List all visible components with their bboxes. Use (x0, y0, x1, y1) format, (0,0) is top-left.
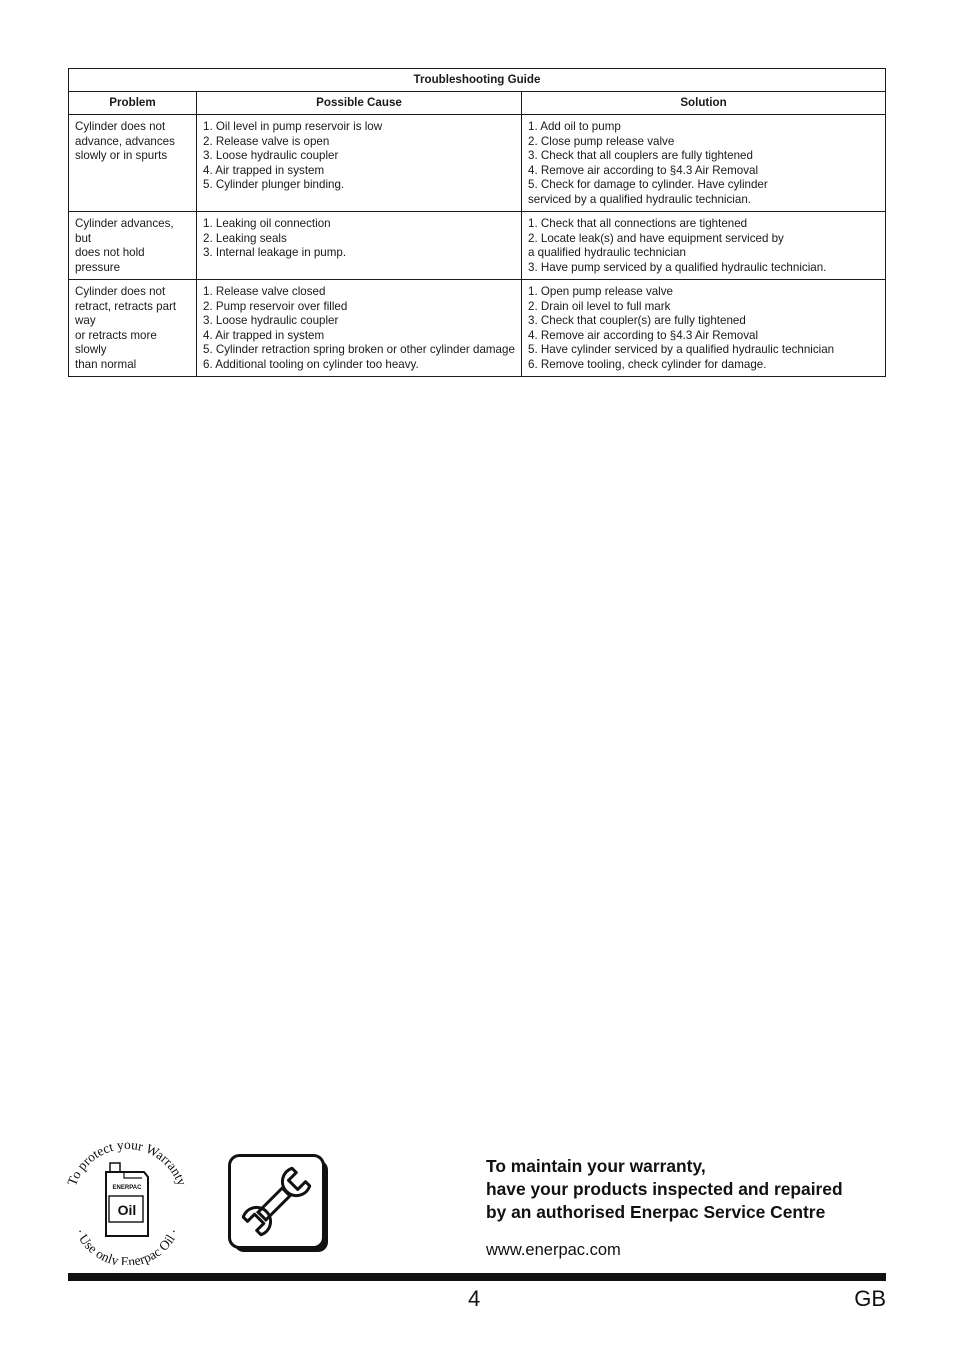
language-code: GB (854, 1286, 886, 1311)
table-title: Troubleshooting Guide (69, 69, 886, 92)
table-row (69, 115, 886, 212)
solution-item: a qualified hydraulic technician (528, 246, 686, 259)
problem-line: slowly or in spurts (75, 149, 168, 162)
header-solution: Solution (522, 92, 886, 115)
solution-item: serviced by a qualified hydraulic technician. (528, 192, 751, 206)
cause-cell (197, 115, 522, 212)
solution-item: 3. Check that coupler(s) are fully tightened (528, 314, 746, 327)
footer-rule (68, 1273, 886, 1281)
table-row (69, 212, 886, 280)
solution-item: 1. Check that all connections are tightened (528, 217, 748, 230)
problem-line: Cylinder does not (75, 120, 166, 133)
solution-item: 4. Remove air according to §4.3 Air Removal (528, 163, 759, 177)
solution-item: 5. Check for damage to cylinder. Have cylinder (528, 178, 768, 191)
cause-item: 1. Leaking oil connection (203, 217, 331, 230)
cause-item: 5. Cylinder plunger binding. (203, 178, 345, 191)
website-link[interactable]: www.enerpac.com (486, 1241, 621, 1259)
problem-line: or retracts more slowly (75, 328, 157, 356)
solution-item: 4. Remove air according to §4.3 Air Removal (528, 328, 759, 342)
notice-line: by an authorised Enerpac Service Centre (486, 1202, 826, 1222)
warranty-oil-seal (62, 1140, 192, 1265)
cause-cell (197, 280, 522, 377)
solution-cell (522, 115, 886, 212)
oil-label-text: Oil (117, 1202, 137, 1218)
header-cause: Possible Cause (197, 92, 522, 115)
cause-item: 4. Air trapped in system (203, 163, 325, 177)
oil-seal-graphic (62, 1140, 192, 1265)
cause-item: 6. Additional tooling on cylinder too heavy. (203, 357, 419, 371)
wrench-icon (228, 1154, 332, 1256)
table-row (69, 280, 886, 377)
troubleshooting-table (68, 68, 886, 377)
solution-item: 2. Locate leak(s) and have equipment serviced by (528, 231, 784, 245)
problem-line: Cylinder advances, but (75, 217, 174, 245)
solution-item: 6. Remove tooling, check cylinder for damage. (528, 357, 767, 371)
oil-can-icon (106, 1163, 148, 1236)
problem-line: than normal (75, 357, 137, 371)
cause-item: 2. Leaking seals (203, 231, 287, 245)
warranty-notice (486, 1155, 906, 1224)
solution-item: 5. Have cylinder serviced by a qualified hydraulic technician (528, 343, 835, 356)
problem-cell (69, 212, 197, 280)
cause-item: 3. Loose hydraulic coupler (203, 314, 339, 327)
cause-item: 5. Cylinder retraction spring broken or other cylinder damage (203, 343, 515, 356)
solution-item: 2. Close pump release valve (528, 134, 675, 148)
cause-item: 4. Air trapped in system (203, 328, 325, 342)
solution-item: 2. Drain oil level to full mark (528, 299, 671, 313)
solution-item: 1. Open pump release valve (528, 285, 674, 298)
problem-cell (69, 280, 197, 377)
solution-item: 3. Have pump serviced by a qualified hydraulic technician. (528, 260, 827, 274)
seal-bottom-text: · Use only Enerpac Oil · (72, 1226, 182, 1265)
cause-item: 3. Loose hydraulic coupler (203, 149, 339, 162)
solution-cell (522, 280, 886, 377)
cause-item: 3. Internal leakage in pump. (203, 246, 347, 259)
notice-line: have your products inspected and repaired (486, 1179, 843, 1199)
problem-line: retract, retracts part way (75, 299, 177, 327)
seal-top-text: To protect your Warranty (64, 1140, 190, 1188)
solution-item: 3. Check that all couplers are fully tightened (528, 149, 753, 162)
page-number: 4 (468, 1286, 481, 1311)
cause-item: 1. Oil level in pump reservoir is low (203, 120, 383, 133)
problem-cell (69, 115, 197, 212)
problem-line: does not hold pressure (75, 246, 145, 274)
seal-brand-text: ENERPAC (112, 1185, 142, 1191)
cause-cell (197, 212, 522, 280)
cause-item: 1. Release valve closed (203, 285, 326, 298)
notice-line: To maintain your warranty, (486, 1156, 706, 1176)
cause-item: 2. Pump reservoir over filled (203, 299, 348, 313)
cause-item: 2. Release valve is open (203, 134, 330, 148)
header-problem: Problem (69, 92, 197, 115)
problem-line: advance, advances (75, 134, 175, 148)
solution-cell (522, 212, 886, 280)
solution-item: 1. Add oil to pump (528, 120, 621, 133)
problem-line: Cylinder does not (75, 285, 166, 298)
